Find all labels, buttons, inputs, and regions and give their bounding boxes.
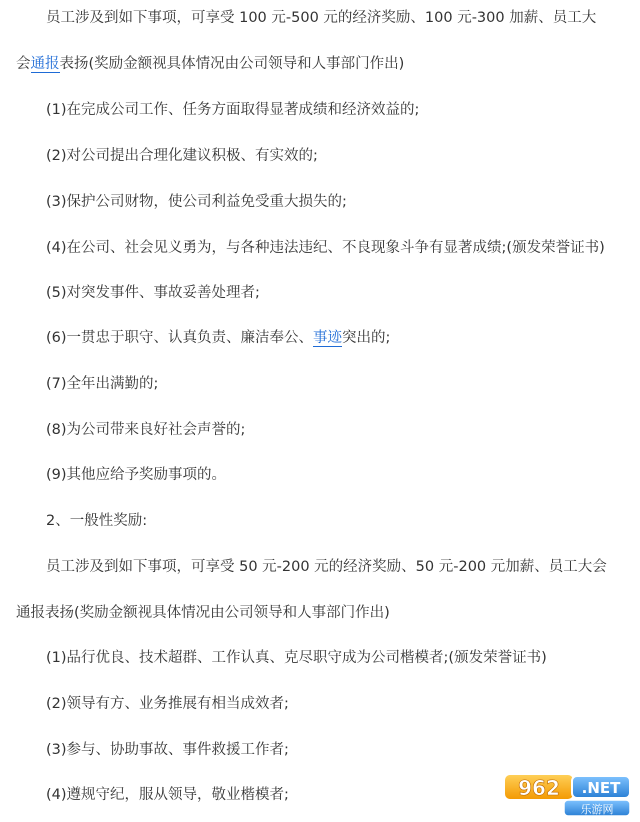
- site-watermark-logo: [502, 770, 634, 818]
- list-item-1: (1)在完成公司工作、任务方面取得显著成绩和经济效益的;: [46, 102, 420, 118]
- svg-text:962: 962: [518, 776, 560, 800]
- watermark-logo-icon: [502, 770, 634, 818]
- list-item-3: (3)保护公司财物，使公司利益免受重大损失的;: [46, 194, 347, 210]
- list-item-2: (2)对公司提出合理化建议积极、有实效的;: [46, 148, 318, 164]
- tongbao-link[interactable]: 通报: [30, 56, 60, 72]
- list-item-7: (7)全年出满勤的;: [46, 376, 159, 392]
- paragraph-line-4: 通报表扬(奖励金额视具体情况由公司领导和人事部门作出): [16, 605, 390, 621]
- paragraph-line-3: 员工涉及到如下事项，可享受 50 元-200 元的经济奖励、50 元-200 元加薪、员工大会: [46, 559, 607, 575]
- section-heading-general-reward: 2、一般性奖励:: [46, 513, 148, 529]
- shiji-link[interactable]: 事迹: [313, 330, 343, 346]
- list-item-4: (4)在公司、社会见义勇为，与各种违法违纪、不良现象斗争有显著成绩;(颁发荣誉证书): [46, 240, 605, 256]
- paragraph-line-2: 会通报表扬(奖励金额视具体情况由公司领导和人事部门作出): [16, 56, 405, 72]
- list-item-9: (9)其他应给予奖励事项的。: [46, 467, 227, 483]
- list-item-12: (3)参与、协助事故、事件救援工作者;: [46, 742, 289, 758]
- list-item-11: (2)领导有方、业务推展有相当成效者;: [46, 696, 289, 712]
- paragraph-line-1: 员工涉及到如下事项，可享受 100 元-500 元的经济奖励、100 元-300 加薪、员工大: [46, 10, 597, 26]
- list-item-5: (5)对突发事件、事故妥善处理者;: [46, 285, 260, 301]
- list-item-13: (4)遵规守纪，服从领导，敬业楷模者;: [46, 787, 289, 803]
- svg-text:.NET: .NET: [581, 779, 621, 797]
- list-item-10: (1)品行优良、技术超群、工作认真、克尽职守成为公司楷模者;(颁发荣誉证书): [46, 650, 547, 666]
- list-item-6: (6)一贯忠于职守、认真负责、廉洁奉公、事迹突出的;: [46, 330, 391, 346]
- svg-text:乐游网: 乐游网: [580, 803, 614, 816]
- list-item-8: (8)为公司带来良好社会声誉的;: [46, 422, 246, 438]
